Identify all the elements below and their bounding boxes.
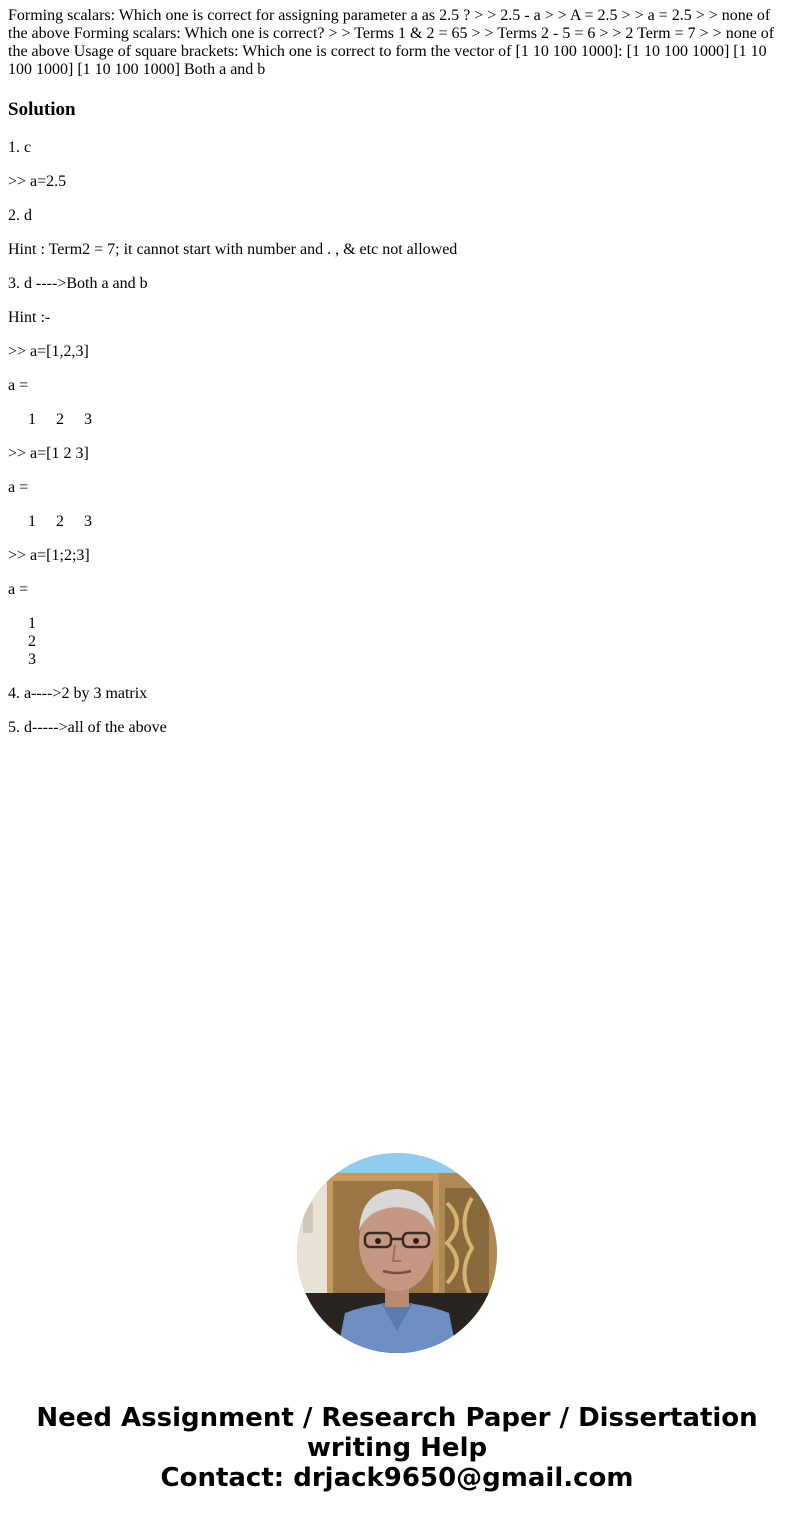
avatar-portrait-image <box>297 1153 497 1353</box>
promo-line-1: Need Assignment / Research Paper / Dissertation <box>36 1403 758 1433</box>
answer-3: 3. d ---->Both a and b <box>8 275 148 292</box>
answer-5: 5. d----->all of the above <box>8 719 167 736</box>
author-avatar <box>297 1153 497 1353</box>
answer-2-hint: Hint : Term2 = 7; it cannot start with number and . , & etc not allowed <box>8 241 458 258</box>
promo-banner <box>0 1403 794 1493</box>
answer-1: 1. c <box>8 139 32 156</box>
code-output: 1 <box>8 615 36 632</box>
answer-2: 2. d <box>8 207 32 224</box>
question-text: Forming scalars: Which one is correct for assigning parameter a as 2.5 ? > > 2.5 - a > > A = 2.5 > > a = 2.5 > > none of the above Forming scalars: Which one is correct? > > Terms 1 & 2 = 65 > > Terms 2 - 5 = 6 > > 2 Term = 7 > > none of the above Usage of square brackets: Which one is correct to form the vector of [1 10 100 1000]: [1 10 100 1000] [1 10 100 1000] [1 10 100 1000] Both a and b <box>8 7 775 78</box>
code-output: 2 <box>8 633 36 650</box>
code-output: 1 2 3 <box>8 411 92 428</box>
code-output: 1 2 3 <box>8 513 92 530</box>
code-line: >> a=[1;2;3] <box>8 547 90 564</box>
promo-line-2: writing Help <box>306 1433 488 1463</box>
answer-3-hint: Hint :- <box>8 309 51 326</box>
answer-4: 4. a---->2 by 3 matrix <box>8 685 148 702</box>
code-line: a = <box>8 479 29 496</box>
promo-contact[interactable]: Contact: drjack9650@gmail.com <box>160 1463 634 1493</box>
code-line: >> a=[1 2 3] <box>8 445 89 462</box>
code-line: a = <box>8 377 29 394</box>
code-output: 3 <box>8 651 36 668</box>
answer-1-code: >> a=2.5 <box>8 173 67 190</box>
code-line: >> a=[1,2,3] <box>8 343 89 360</box>
solution-heading: Solution <box>8 99 76 120</box>
code-line: a = <box>8 581 29 598</box>
